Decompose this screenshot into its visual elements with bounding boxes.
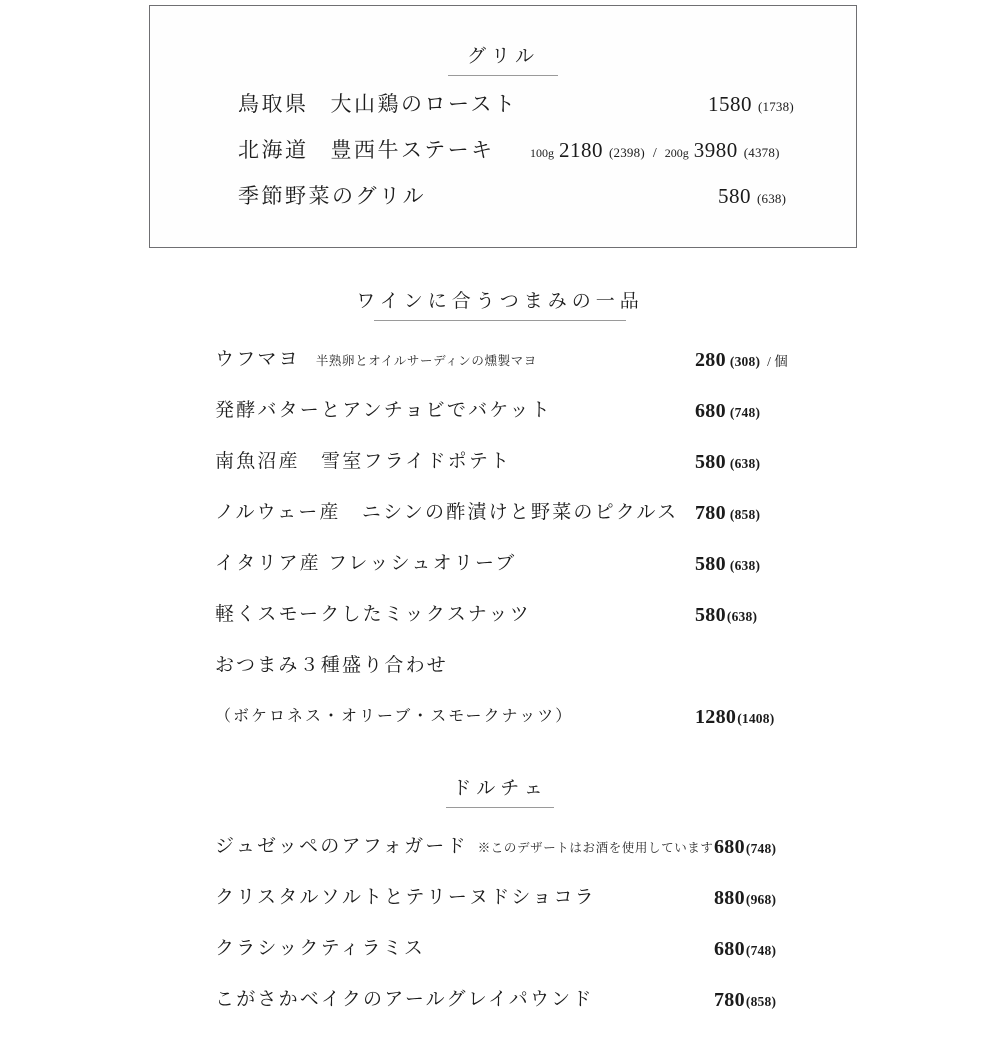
snacks-heading-text: ワインに合うつまみの一品 xyxy=(356,291,644,312)
snacks-item-name xyxy=(215,704,573,730)
dolce-item-price xyxy=(714,987,776,1015)
dolce-row xyxy=(0,936,1000,987)
snacks-item-price xyxy=(695,704,774,732)
dolce-row xyxy=(0,834,1000,885)
dolce-section xyxy=(0,779,1000,1038)
snacks-item-title: 南魚沼産 雪室フライドポテト xyxy=(215,451,512,472)
snacks-price-tax: (638) xyxy=(729,558,761,573)
snacks-price-value: 280 xyxy=(695,349,726,371)
snacks-price-tax: (1408) xyxy=(737,711,775,726)
grill-section-box xyxy=(149,5,857,248)
dolce-item-list xyxy=(0,834,1000,1038)
snacks-row xyxy=(0,398,1000,449)
snacks-item-name xyxy=(215,602,531,628)
grill-row xyxy=(150,136,856,182)
snacks-item-price xyxy=(695,551,760,579)
snacks-item-title: 軽くスモークしたミックスナッツ xyxy=(215,604,531,625)
snacks-row xyxy=(0,551,1000,602)
dolce-item-price xyxy=(714,936,776,964)
snacks-row xyxy=(0,602,1000,653)
grill-item-dish: 大山鶏のロースト xyxy=(330,92,518,116)
grill-price-weight-a: 100g xyxy=(530,146,554,160)
snacks-item-name xyxy=(215,449,511,475)
snacks-price-tax: (748) xyxy=(729,405,761,420)
snacks-price-value: 780 xyxy=(695,502,726,524)
snacks-section xyxy=(0,292,1000,750)
dolce-heading-rule xyxy=(446,807,554,808)
grill-price-value: 580 xyxy=(718,184,751,208)
snacks-item-name xyxy=(215,653,448,679)
grill-price-tax: (1738) xyxy=(758,99,794,114)
snacks-item-price xyxy=(695,602,757,630)
snacks-price-tax: (638) xyxy=(729,456,761,471)
snacks-item-price xyxy=(695,449,760,477)
snacks-section-heading xyxy=(0,292,1000,321)
snacks-item-list xyxy=(0,347,1000,750)
grill-item-list xyxy=(150,90,856,228)
dolce-price-tax: (748) xyxy=(745,943,777,958)
snacks-heading-rule xyxy=(374,320,626,321)
snacks-item-title: おつまみ３種盛り合わせ xyxy=(215,655,449,676)
dolce-section-heading xyxy=(0,779,1000,808)
snacks-item-title: 発酵バターとアンチョビでバケット xyxy=(215,400,552,421)
snacks-price-value: 580 xyxy=(695,451,726,473)
dolce-heading-text: ドルチェ xyxy=(452,778,548,799)
snacks-item-name xyxy=(215,500,678,526)
snacks-item-name xyxy=(215,551,516,577)
snacks-item-price xyxy=(695,500,760,528)
dolce-row xyxy=(0,885,1000,936)
grill-price-value-b: 3980 xyxy=(693,138,738,162)
dolce-price-tax: (748) xyxy=(745,841,777,856)
snacks-row xyxy=(0,653,1000,704)
grill-item-prefecture: 北海道 xyxy=(238,138,309,162)
dolce-item-title: クラシックティラミス xyxy=(215,938,426,959)
grill-item-dish: 季節野菜のグリル xyxy=(238,184,426,208)
snacks-row xyxy=(0,500,1000,551)
grill-price-tax-b: (4378) xyxy=(743,145,780,160)
snacks-price-value: 580 xyxy=(695,553,726,575)
snacks-price-tax: (638) xyxy=(726,609,758,624)
snacks-row xyxy=(0,449,1000,500)
dolce-item-name xyxy=(215,987,594,1013)
grill-row xyxy=(150,182,856,228)
grill-price-separator: / xyxy=(652,146,657,161)
grill-heading-rule xyxy=(448,75,558,76)
snacks-item-price xyxy=(695,347,788,375)
dolce-item-price xyxy=(714,834,776,862)
grill-item-price xyxy=(718,182,786,213)
snacks-item-title: ノルウェー産 ニシンの酢漬けと野菜のピクルス xyxy=(215,502,679,523)
grill-heading-text: グリル xyxy=(466,46,539,67)
snacks-row xyxy=(0,704,1000,750)
dolce-price-tax: (858) xyxy=(745,994,777,1009)
dolce-item-price xyxy=(714,885,776,913)
dolce-item-name xyxy=(215,834,714,861)
snacks-price-value: 680 xyxy=(695,400,726,422)
grill-price-tax-a: (2398) xyxy=(609,145,645,160)
snacks-item-title: イタリア産 フレッシュオリーブ xyxy=(215,553,517,574)
grill-row xyxy=(150,90,856,136)
snacks-price-value: 1280 xyxy=(695,706,737,728)
dolce-price-value: 880 xyxy=(714,887,745,909)
snacks-item-title: ウフマヨ xyxy=(215,349,300,370)
grill-price-value-a: 2180 xyxy=(559,138,603,162)
snacks-price-value: 580 xyxy=(695,604,726,626)
grill-item-price xyxy=(530,136,780,168)
snacks-price-tax: (308) xyxy=(729,354,761,369)
dolce-price-tax: (968) xyxy=(745,892,777,907)
grill-price-weight-b: 200g xyxy=(664,146,689,160)
dolce-item-name xyxy=(215,885,596,911)
snacks-item-name xyxy=(215,398,552,424)
dolce-price-value: 680 xyxy=(714,938,745,960)
dolce-item-title: ジュゼッペのアフォガード xyxy=(215,836,468,857)
dolce-item-note: ※このデザートはお酒を使用しています xyxy=(477,841,714,855)
dolce-item-name xyxy=(215,936,425,962)
dolce-item-title: クリスタルソルトとテリーヌドショコラ xyxy=(215,887,596,908)
dolce-price-value: 680 xyxy=(714,836,745,858)
grill-item-dish: 豊西牛ステーキ xyxy=(330,138,495,162)
grill-item-prefecture: 鳥取県 xyxy=(238,92,309,116)
grill-item-name xyxy=(238,182,426,210)
dolce-row xyxy=(0,987,1000,1038)
snacks-row xyxy=(0,347,1000,398)
snacks-item-name xyxy=(215,347,537,374)
snacks-item-title: （ボケロネス・オリーブ・スモークナッツ） xyxy=(215,708,574,725)
grill-price-value: 1580 xyxy=(708,92,752,116)
snacks-item-note: 半熟卵とオイルサーディンの燻製マヨ xyxy=(315,354,537,368)
snacks-item-price xyxy=(695,398,760,426)
grill-price-tax: (638) xyxy=(757,191,787,206)
snacks-price-unit: / 個 xyxy=(767,354,788,369)
dolce-item-title: こがさかベイクのアールグレイパウンド xyxy=(215,989,594,1010)
grill-section-heading xyxy=(150,47,856,76)
dolce-price-value: 780 xyxy=(714,989,745,1011)
grill-item-name xyxy=(238,90,517,118)
grill-item-name xyxy=(238,136,495,164)
grill-item-price xyxy=(708,90,794,121)
snacks-price-tax: (858) xyxy=(729,507,761,522)
